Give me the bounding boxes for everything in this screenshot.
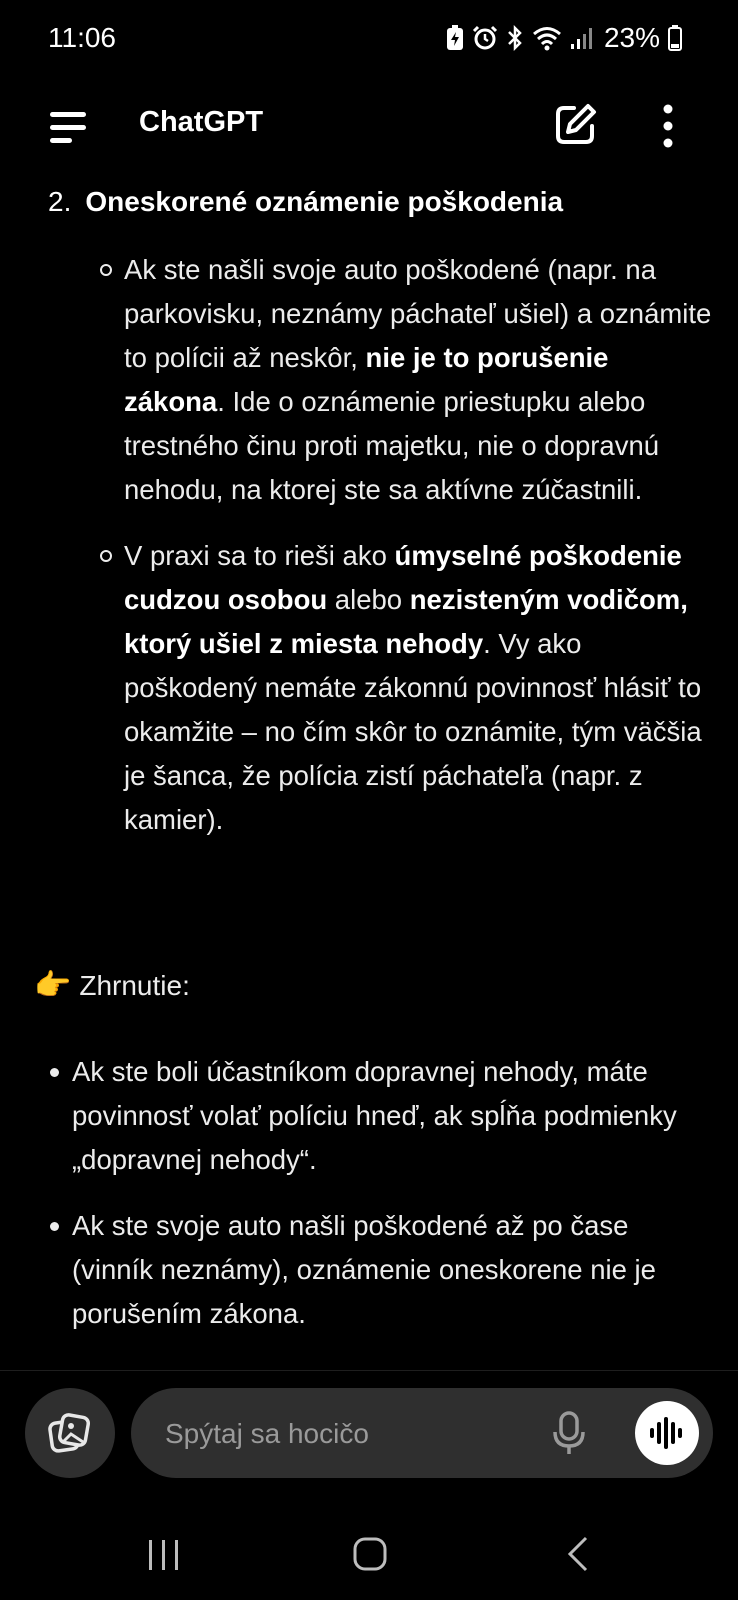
new-chat-icon bbox=[552, 102, 598, 148]
text-segment: . Ide o oznámenie priestupku alebo trestného činu proti majetku, nie o dopravnú nehodu, na ktorej ste sa aktívne zúčastnili. bbox=[124, 386, 660, 505]
menu-button[interactable] bbox=[44, 104, 96, 148]
attach-button[interactable] bbox=[25, 1388, 115, 1478]
list-item-heading bbox=[48, 186, 563, 218]
text-segment: V praxi sa to rieši ako bbox=[124, 540, 395, 571]
voice-mode-icon bbox=[649, 1417, 685, 1449]
summary-title: Zhrnutie: bbox=[79, 970, 190, 1001]
pointing-hand-icon: 👉 bbox=[34, 969, 72, 1002]
app-header bbox=[0, 90, 738, 162]
voice-mode-button[interactable] bbox=[635, 1401, 699, 1465]
text-segment: alebo bbox=[327, 584, 410, 615]
status-icons bbox=[446, 22, 682, 54]
battery-percentage: 23% bbox=[603, 22, 660, 53]
bold-segment: nezisteným vodičom, ktorý ušiel z miesta nehody bbox=[124, 584, 688, 659]
bold-segment: nie je to porušenie zákona bbox=[124, 342, 609, 417]
home-button[interactable] bbox=[352, 1536, 388, 1572]
composer bbox=[131, 1388, 713, 1478]
bluetooth-icon bbox=[506, 25, 524, 51]
status-time: 11:06 bbox=[48, 22, 116, 53]
summary-heading bbox=[34, 970, 190, 1002]
battery-saver-icon bbox=[446, 25, 464, 51]
back-icon bbox=[566, 1536, 590, 1572]
new-chat-button[interactable] bbox=[552, 102, 598, 148]
text-segment: . Vy ako poškodený nemáte zákonnú povinnosť hlásiť to okamžite – no čím skôr to oznámite, tým väčšia je šanca, že polícia zistí páchateľa (napr. z kamier). bbox=[124, 628, 702, 835]
sub-bullet-list bbox=[124, 248, 714, 864]
menu-icon-line bbox=[50, 125, 86, 130]
list-item-title: Oneskorené oznámenie poškodenia bbox=[85, 186, 564, 217]
more-vert-icon bbox=[648, 100, 688, 152]
recent-apps-button[interactable] bbox=[146, 1538, 182, 1572]
message-input[interactable] bbox=[163, 1410, 547, 1458]
microphone-button[interactable] bbox=[551, 1410, 587, 1456]
chat-message bbox=[0, 170, 738, 1370]
wifi-icon bbox=[532, 25, 562, 51]
back-button[interactable] bbox=[566, 1536, 590, 1572]
sub-bullet-item bbox=[124, 534, 714, 842]
recent-apps-icon bbox=[146, 1538, 182, 1572]
menu-icon-line bbox=[50, 138, 72, 143]
signal-icon bbox=[570, 25, 594, 51]
menu-icon bbox=[50, 112, 86, 117]
battery-icon bbox=[668, 25, 682, 51]
app-title: ChatGPT bbox=[139, 106, 264, 138]
composer-divider bbox=[0, 1370, 738, 1371]
text-segment: Ak ste našli svoje auto poškodené (napr. na parkovisku, neznámy páchateľ ušiel) a oznámite to polícii až neskôr, bbox=[124, 254, 712, 373]
summary-item: Ak ste boli účastníkom dopravnej nehody, máte povinnosť volať políciu hneď, ak spĺňa podmienky „dopravnej nehody“. bbox=[72, 1050, 712, 1182]
more-options-button[interactable] bbox=[648, 100, 688, 152]
home-icon bbox=[352, 1536, 388, 1572]
system-nav-bar bbox=[0, 1520, 738, 1590]
attach-image-icon bbox=[47, 1410, 93, 1456]
summary-item: Ak ste svoje auto našli poškodené až po čase (vinník neznámy), oznámenie oneskorene nie je porušením zákona. bbox=[72, 1204, 712, 1336]
list-item-number: 2. bbox=[48, 186, 72, 217]
alarm-icon bbox=[472, 25, 498, 51]
microphone-icon bbox=[551, 1410, 587, 1456]
bold-segment: úmyselné poškodenie cudzou osobou bbox=[124, 540, 682, 615]
summary-list bbox=[72, 1050, 712, 1358]
status-bar bbox=[0, 0, 738, 78]
sub-bullet-item bbox=[124, 248, 714, 512]
